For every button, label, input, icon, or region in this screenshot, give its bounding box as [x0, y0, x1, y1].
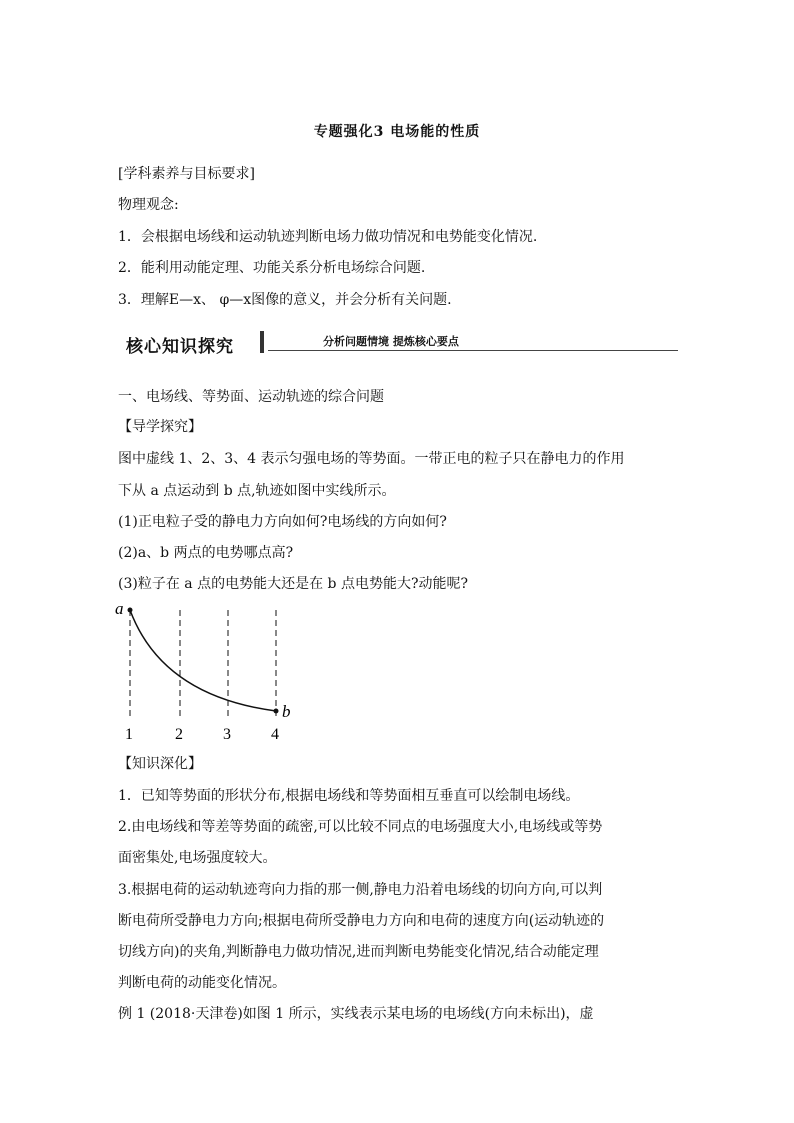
equipotential-figure — [112, 596, 312, 746]
point-b-dot — [274, 709, 279, 714]
guide-line-2: 下从 a 点运动到 b 点,轨迹如图中实线所示。 — [118, 483, 396, 499]
knowledge-line-2: 2.由电场线和等差等势面的疏密,可以比较不同点的电场强度大小,电场线或等势 — [118, 819, 603, 835]
guide-question-1: (1)正电粒子受的静电力方向如何?电场线的方向如何? — [118, 514, 447, 530]
knowledge-line-3: 面密集处,电场强度较大。 — [118, 850, 277, 866]
banner-rule — [268, 350, 678, 351]
banner-title: 核心知识探究 — [126, 337, 234, 357]
example-1: 例 1 (2018·天津卷)如图 1 所示，实线表示某电场的电场线(方向未标出)，虚 — [118, 1006, 594, 1022]
knowledge-label: 【知识深化】 — [118, 756, 202, 772]
knowledge-line-7: 判断电荷的动能变化情况。 — [118, 975, 286, 991]
objectives-category: 物理观念: — [118, 197, 179, 213]
objective-item-2: 2．能利用动能定理、功能关系分析电场综合问题. — [118, 260, 426, 276]
line-label-4: 4 — [271, 726, 279, 743]
guide-label: 【导学探究】 — [118, 419, 202, 435]
objective-item-3: 3．理解E—x、 φ—x图像的意义，并会分析有关问题. — [118, 292, 452, 308]
page-title: 专题强化3 电场能的性质 — [313, 124, 481, 140]
objectives-header: [学科素养与目标要求] — [118, 166, 255, 182]
line-label-2: 2 — [175, 726, 183, 743]
line-label-3: 3 — [223, 726, 231, 743]
knowledge-line-6: 切线方向)的夹角,判断静电力做功情况,进而判断电势能变化情况,结合动能定理 — [118, 944, 599, 960]
point-a-label: a — [115, 599, 124, 618]
line-label-1: 1 — [125, 726, 133, 743]
objective-item-1: 1．会根据电场线和运动轨迹判断电场力做功情况和电势能变化情况. — [118, 229, 538, 245]
knowledge-line-1: 1．已知等势面的形状分布,根据电场线和等势面相互垂直可以绘制电场线。 — [118, 788, 580, 804]
particle-trajectory — [130, 610, 276, 711]
section-heading: 一、电场线、等势面、运动轨迹的综合问题 — [118, 389, 384, 405]
point-b-label: b — [282, 702, 291, 721]
guide-question-3: (3)粒子在 a 点的电势能大还是在 b 点电势能大?动能呢? — [118, 576, 468, 592]
point-a-dot — [128, 608, 133, 613]
banner-subtitle: 分析问题情境 提炼核心要点 — [323, 335, 459, 348]
knowledge-line-4: 3.根据电荷的运动轨迹弯向力指的那一侧,静电力沿着电场线的切向方向,可以判 — [118, 882, 603, 898]
guide-line-1: 图中虚线 1、2、3、4 表示匀强电场的等势面。一带正电的粒子只在静电力的作用 — [118, 451, 625, 467]
section-banner — [118, 331, 678, 357]
guide-question-2: (2)a、b 两点的电势哪点高? — [118, 545, 294, 561]
knowledge-line-5: 断电荷所受静电力方向;根据电荷所受静电力方向和电荷的速度方向(运动轨迹的 — [118, 913, 605, 929]
